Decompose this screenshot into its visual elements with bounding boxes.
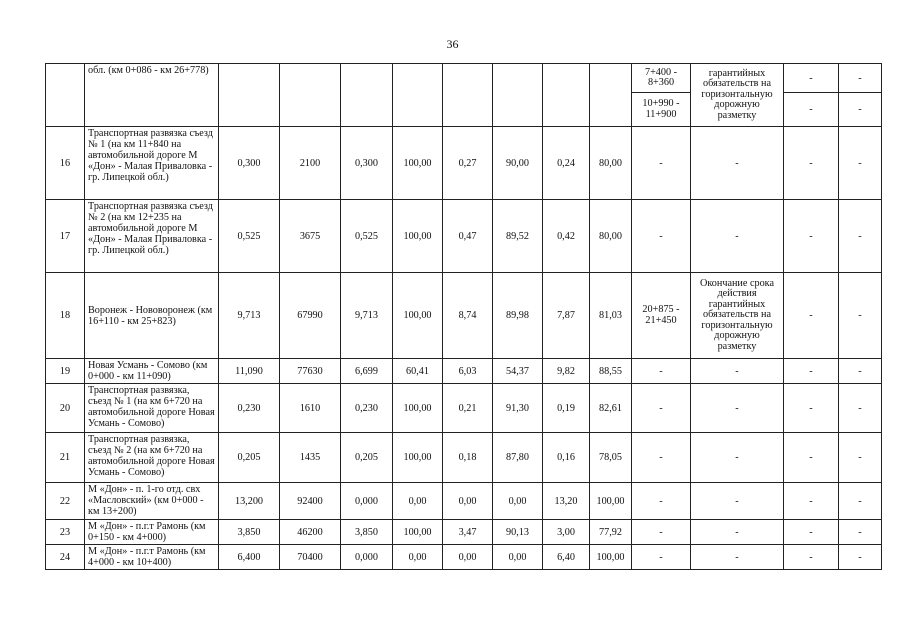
- value-cell: 0,16: [543, 433, 590, 483]
- road-name-cell: М «Дон» - п.г.т Рамонь (км 0+150 - км 4+000): [85, 520, 219, 545]
- value-cell: 100,00: [393, 200, 443, 273]
- value-cell: 0,47: [443, 200, 493, 273]
- value-cell: 89,98: [493, 273, 543, 359]
- value-cell: 87,80: [493, 433, 543, 483]
- value-cell: 9,713: [219, 273, 280, 359]
- value-cell: 9,713: [341, 273, 393, 359]
- dash-cell: -: [784, 433, 839, 483]
- table-row-22: [46, 483, 882, 520]
- warranty-note-cell: -: [691, 384, 784, 433]
- table-row-24: [46, 545, 882, 570]
- warranty-note-cell: -: [691, 359, 784, 384]
- km-range-cell: -: [632, 384, 691, 433]
- value-cell: 88,55: [590, 359, 632, 384]
- value-cell: 78,05: [590, 433, 632, 483]
- table-row-18: [46, 273, 882, 359]
- warranty-note-cell: гарантийных обязательств на горизонтальную дорожную разметку: [691, 64, 784, 127]
- warranty-note-cell: -: [691, 433, 784, 483]
- row-number-cell: 24: [46, 545, 85, 570]
- value-cell: 0,00: [393, 483, 443, 520]
- value-cell: 91,30: [493, 384, 543, 433]
- value-cell: 0,00: [493, 483, 543, 520]
- value-cell: 0,42: [543, 200, 590, 273]
- value-cell: 77,92: [590, 520, 632, 545]
- page-number: 36: [446, 37, 459, 51]
- value-cell: 0,21: [443, 384, 493, 433]
- value-cell: 60,41: [393, 359, 443, 384]
- value-cell: 100,00: [393, 433, 443, 483]
- warranty-note-cell: -: [691, 545, 784, 570]
- table-row-21: [46, 433, 882, 483]
- value-cell: 3,850: [341, 520, 393, 545]
- value-cell: 0,19: [543, 384, 590, 433]
- km-range-cell: -: [632, 200, 691, 273]
- km-range-cell: -: [632, 520, 691, 545]
- value-cell: 0,205: [219, 433, 280, 483]
- value-cell: 0,230: [341, 384, 393, 433]
- warranty-note-cell: -: [691, 483, 784, 520]
- value-cell: 82,61: [590, 384, 632, 433]
- dash-cell: -: [784, 384, 839, 433]
- row-number-cell: 22: [46, 483, 85, 520]
- row-number-cell: 20: [46, 384, 85, 433]
- row-number-cell: 19: [46, 359, 85, 384]
- table-row-23: [46, 520, 882, 545]
- km-range-cell: -: [632, 483, 691, 520]
- road-name-cell: Транспортная развязка съезд № 2 (на км 12+235 на автомобильной дороге М «Дон» - Малая Приваловка - гр. Липецкой обл.): [85, 200, 219, 273]
- value-cell: 3,850: [219, 520, 280, 545]
- dash-cell: -: [839, 384, 882, 433]
- value-cell: 0,525: [219, 200, 280, 273]
- road-name-cell: Транспортная развязка съезд № 1 (на км 11+840 на автомобильной дороге М «Дон» - Малая Приваловка - гр. Липецкой обл.): [85, 127, 219, 200]
- value-cell: 8,74: [443, 273, 493, 359]
- row-number-cell: 17: [46, 200, 85, 273]
- value-cell: 0,00: [493, 545, 543, 570]
- value-cell: 0,24: [543, 127, 590, 200]
- value-cell: 77630: [280, 359, 341, 384]
- km-range-cell: -: [632, 359, 691, 384]
- value-cell: 7,87: [543, 273, 590, 359]
- value-cell: 6,400: [219, 545, 280, 570]
- km-range-cell: -: [632, 433, 691, 483]
- value-cell: 90,13: [493, 520, 543, 545]
- table-row-continuation: [46, 64, 882, 93]
- dash-cell: -: [839, 273, 882, 359]
- km-range-cell: -: [632, 545, 691, 570]
- road-name-cell: Воронеж - Нововоронеж (км 16+110 - км 25+823): [85, 273, 219, 359]
- km-range-cell: 7+400 - 8+360: [632, 64, 691, 93]
- table-row-17: [46, 200, 882, 273]
- value-cell: 11,090: [219, 359, 280, 384]
- dash-cell: -: [784, 483, 839, 520]
- warranty-note-cell: Окончание срока действия гарантийных обязательств на горизонтальную дорожную разметку: [691, 273, 784, 359]
- dash-cell: -: [784, 545, 839, 570]
- dash-cell: -: [839, 520, 882, 545]
- dash-cell: -: [784, 359, 839, 384]
- value-cell: 13,20: [543, 483, 590, 520]
- dash-cell: -: [784, 273, 839, 359]
- row-number-cell: 16: [46, 127, 85, 200]
- value-cell: 0,00: [443, 545, 493, 570]
- road-sections-table: [45, 63, 882, 570]
- value-cell: 3,00: [543, 520, 590, 545]
- value-cell: 1435: [280, 433, 341, 483]
- dash-cell: -: [839, 359, 882, 384]
- value-cell: 100,00: [393, 520, 443, 545]
- road-name-cell: М «Дон» - п. 1-го отд. свх «Масловский» (км 0+000 - км 13+200): [85, 483, 219, 520]
- value-cell: 9,82: [543, 359, 590, 384]
- road-name-cell: Транспортная развязка, съезд № 1 (на км 6+720 на автомобильной дороге Новая Усмань - Сомово): [85, 384, 219, 433]
- value-cell: 3675: [280, 200, 341, 273]
- dash-cell: -: [784, 93, 839, 127]
- value-cell: 2100: [280, 127, 341, 200]
- value-cell: 89,52: [493, 200, 543, 273]
- value-cell: 0,205: [341, 433, 393, 483]
- value-cell: 100,00: [590, 483, 632, 520]
- value-cell: 67990: [280, 273, 341, 359]
- km-range-cell: 10+990 - 11+900: [632, 93, 691, 127]
- km-range-cell: 20+875 - 21+450: [632, 273, 691, 359]
- dash-cell: -: [784, 520, 839, 545]
- value-cell: 6,699: [341, 359, 393, 384]
- value-cell: 0,00: [443, 483, 493, 520]
- value-cell: 100,00: [393, 127, 443, 200]
- value-cell: 0,525: [341, 200, 393, 273]
- value-cell: 0,300: [219, 127, 280, 200]
- value-cell: 0,000: [341, 545, 393, 570]
- dash-cell: -: [839, 200, 882, 273]
- value-cell: 92400: [280, 483, 341, 520]
- road-name-cell: Новая Усмань - Сомово (км 0+000 - км 11+090): [85, 359, 219, 384]
- row-number-cell: 23: [46, 520, 85, 545]
- table-row-19: [46, 359, 882, 384]
- dash-cell: -: [839, 93, 882, 127]
- road-name-cell: М «Дон» - п.г.т Рамонь (км 4+000 - км 10+400): [85, 545, 219, 570]
- warranty-note-cell: -: [691, 200, 784, 273]
- dash-cell: -: [839, 64, 882, 93]
- value-cell: 0,00: [393, 545, 443, 570]
- value-cell: 6,03: [443, 359, 493, 384]
- value-cell: 3,47: [443, 520, 493, 545]
- value-cell: 54,37: [493, 359, 543, 384]
- value-cell: 80,00: [590, 200, 632, 273]
- value-cell: 1610: [280, 384, 341, 433]
- value-cell: 0,300: [341, 127, 393, 200]
- dash-cell: -: [784, 200, 839, 273]
- warranty-note-cell: -: [691, 520, 784, 545]
- value-cell: 100,00: [590, 545, 632, 570]
- dash-cell: -: [839, 545, 882, 570]
- dash-cell: -: [839, 127, 882, 200]
- road-name-cell: Транспортная развязка, съезд № 2 (на км 6+720 на автомобильной дороге Новая Усмань - Сомово): [85, 433, 219, 483]
- value-cell: 100,00: [393, 273, 443, 359]
- road-name-cell: обл. (км 0+086 - км 26+778): [85, 64, 219, 127]
- row-number-cell: [46, 64, 85, 127]
- value-cell: 13,200: [219, 483, 280, 520]
- row-number-cell: 18: [46, 273, 85, 359]
- value-cell: 6,40: [543, 545, 590, 570]
- row-number-cell: 21: [46, 433, 85, 483]
- value-cell: 0,27: [443, 127, 493, 200]
- value-cell: 70400: [280, 545, 341, 570]
- km-range-cell: -: [632, 127, 691, 200]
- table-row-16: [46, 127, 882, 200]
- value-cell: 81,03: [590, 273, 632, 359]
- dash-cell: -: [784, 127, 839, 200]
- value-cell: 80,00: [590, 127, 632, 200]
- value-cell: 0,230: [219, 384, 280, 433]
- value-cell: 0,18: [443, 433, 493, 483]
- warranty-note-cell: -: [691, 127, 784, 200]
- value-cell: 100,00: [393, 384, 443, 433]
- dash-cell: -: [784, 64, 839, 93]
- value-cell: 46200: [280, 520, 341, 545]
- value-cell: 0,000: [341, 483, 393, 520]
- table-row-20: [46, 384, 882, 433]
- dash-cell: -: [839, 433, 882, 483]
- dash-cell: -: [839, 483, 882, 520]
- value-cell: 90,00: [493, 127, 543, 200]
